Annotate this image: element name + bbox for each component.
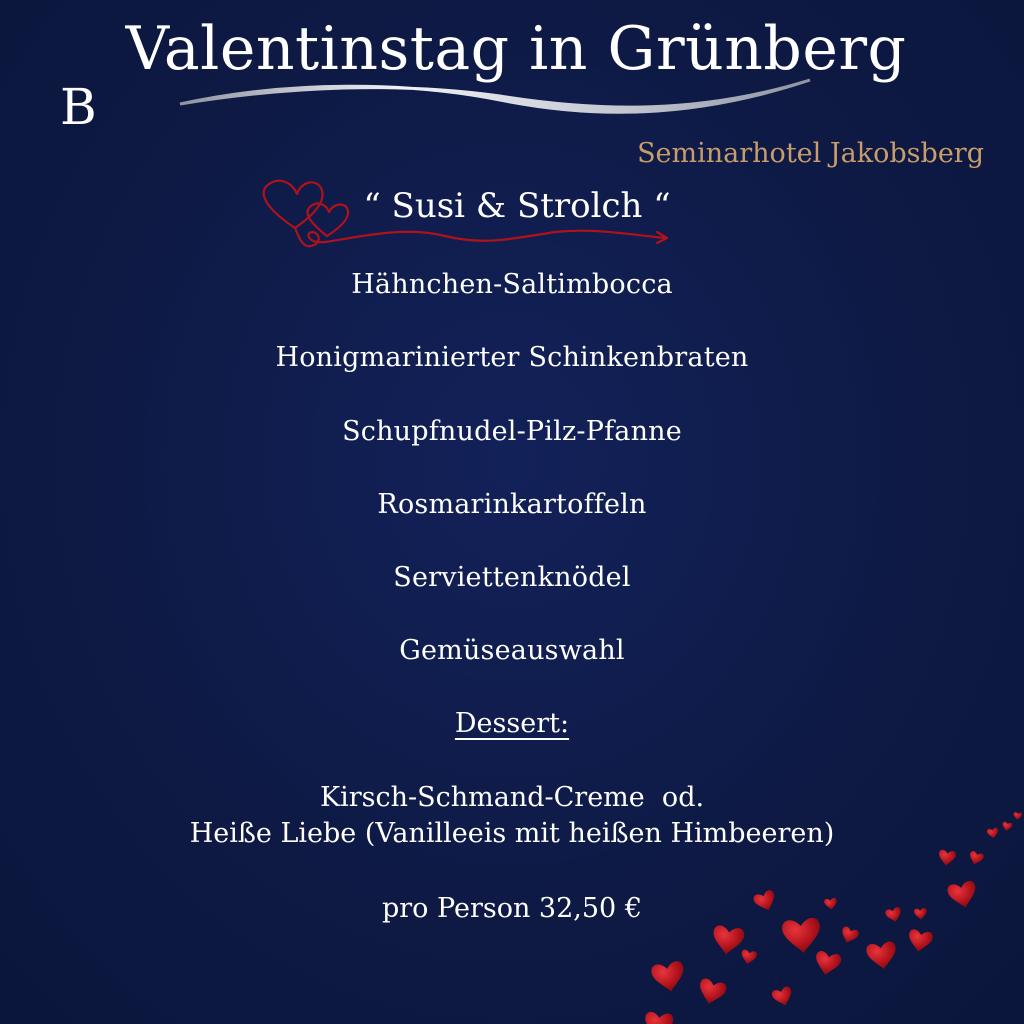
dessert-heading: Dessert: [454,708,570,739]
price-per-person: pro Person 32,50 € [381,893,642,924]
hotel-logo: B [60,78,96,136]
silver-swoosh-decoration [170,72,820,132]
dish-item: Serviettenknödel [393,562,631,593]
dish-item: Hähnchen-Saltimbocca [351,269,673,300]
dessert-line: Kirsch-Schmand-Creme od. [319,782,705,813]
heart-cluster-icon [630,800,1024,1024]
hotel-name: Seminarhotel Jakobsberg [637,138,984,169]
dish-item: Honigmarinierter Schinkenbraten [275,342,749,373]
menu-name: “ Susi & Strolch “ [363,186,671,226]
dish-item: Gemüseauswahl [399,635,625,666]
dessert-line: Heiße Liebe (Vanilleeis mit heißen Himbeeren) [189,818,835,849]
dish-item: Rosmarinkartoffeln [377,489,647,520]
page-title: Valentinstag in Grünberg [125,14,907,84]
dish-item: Schupfnudel-Pilz-Pfanne [342,416,682,447]
